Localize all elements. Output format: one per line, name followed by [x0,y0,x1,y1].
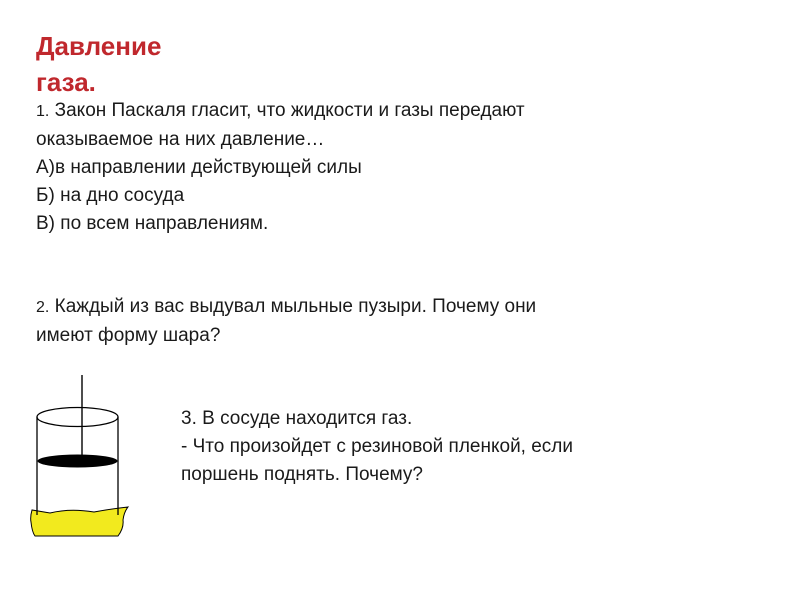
vessel-rim [37,408,118,427]
question-3-line-3: поршень поднять. Почему? [181,464,423,485]
question-3-line-2: - Что произойдет с резиновой пленкой, если [181,436,574,457]
piston [38,455,118,468]
question-1 [36,97,776,238]
question-1-number: 1. [36,103,50,120]
question-3-line-1: 3. В сосуде находится газ. [181,408,413,429]
slide-title [36,28,206,100]
question-1-line-1 [36,97,776,126]
question-2-line-1 [36,293,776,322]
rubber-film [31,507,128,536]
question-2-text: Каждый из вас выдувал мыльные пузыри. Почему они [49,296,537,317]
answer-option-c: В) по всем направлениям. [36,213,269,234]
question-1-line-2: оказываемое на них давление… [36,129,325,150]
vessel-diagram [20,370,135,540]
title-line-1: Давление [36,31,162,61]
answer-option-a: А)в направлении действующей силы [36,157,362,178]
question-2 [36,293,776,350]
question-3 [181,405,781,489]
question-1-text: Закон Паскаля гласит, что жидкости и газы передают [49,100,525,121]
title-line-2: газа. [36,67,96,97]
question-2-line-2: имеют форму шара? [36,325,221,346]
question-2-number: 2. [36,299,50,316]
answer-option-b: Б) на дно сосуда [36,185,185,206]
